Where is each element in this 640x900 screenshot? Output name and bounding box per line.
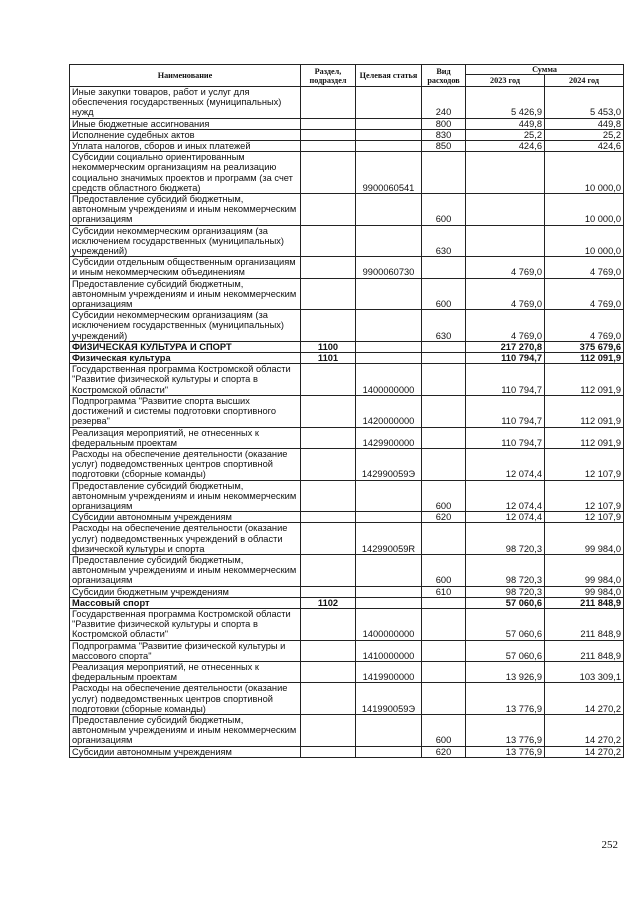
cell-type: 600: [422, 278, 466, 310]
cell-2023: 98 720,3: [466, 523, 545, 555]
cell-2023: 217 270,8: [466, 341, 545, 352]
cell-target: [356, 310, 422, 342]
cell-2023: 57 060,6: [466, 640, 545, 661]
cell-section: [301, 118, 356, 129]
cell-target: [356, 597, 422, 608]
table-row: [70, 395, 624, 427]
table-row: [70, 608, 624, 640]
cell-section: [301, 87, 356, 119]
table-row: [70, 353, 624, 364]
table-row: [70, 512, 624, 523]
cell-type: [422, 523, 466, 555]
cell-2024: 5 453,0: [545, 87, 624, 119]
cell-name: Субсидии некоммерческим организациям (за исключением государственных (муниципальных) учреждений): [70, 310, 301, 342]
cell-name: Субсидии некоммерческим организациям (за исключением государственных (муниципальных) учреждений): [70, 225, 301, 257]
cell-target: 142990059Э: [356, 448, 422, 480]
cell-name: Реализация мероприятий, не отнесенных к федеральным проектам: [70, 427, 301, 448]
cell-name: Реализация мероприятий, не отнесенных к федеральным проектам: [70, 661, 301, 682]
cell-2023: 13 776,9: [466, 683, 545, 715]
cell-2024: 12 107,9: [545, 512, 624, 523]
table-row: [70, 194, 624, 226]
cell-target: [356, 278, 422, 310]
cell-name: Государственная программа Костромской области "Развитие физической культуры и спорта в Костромской области": [70, 364, 301, 396]
cell-name: ФИЗИЧЕСКАЯ КУЛЬТУРА И СПОРТ: [70, 341, 301, 352]
cell-type: 620: [422, 746, 466, 757]
cell-section: 1101: [301, 353, 356, 364]
cell-section: [301, 512, 356, 523]
cell-target: 1429900000: [356, 427, 422, 448]
cell-name: Подпрограмма "Развитие спорта высших достижений и системы подготовки спортивного резерва": [70, 395, 301, 427]
cell-target: 1400000000: [356, 364, 422, 396]
cell-2024: 375 679,6: [545, 341, 624, 352]
table-row: [70, 523, 624, 555]
cell-section: [301, 523, 356, 555]
cell-type: 600: [422, 480, 466, 512]
cell-name: Расходы на обеспечение деятельности (оказание услуг) подведомственных учреждений в области физической культуры и спорта: [70, 523, 301, 555]
cell-2024: 10 000,0: [545, 194, 624, 226]
cell-2024: 424,6: [545, 141, 624, 152]
table-row: [70, 278, 624, 310]
cell-2023: 12 074,4: [466, 480, 545, 512]
cell-2024: 99 984,0: [545, 523, 624, 555]
cell-2023: 4 769,0: [466, 310, 545, 342]
cell-name: Предоставление субсидий бюджетным, автономным учреждениям и иным некоммерческим организациям: [70, 278, 301, 310]
cell-target: 1420000000: [356, 395, 422, 427]
cell-2024: 4 769,0: [545, 310, 624, 342]
cell-2023: 57 060,6: [466, 597, 545, 608]
cell-2023: [466, 152, 545, 194]
cell-name: Предоставление субсидий бюджетным, автономным учреждениям и иным некоммерческим организациям: [70, 714, 301, 746]
cell-2023: 110 794,7: [466, 427, 545, 448]
cell-type: 850: [422, 141, 466, 152]
header-year-2023: 2023 год: [466, 75, 545, 87]
table-body: [70, 87, 624, 758]
table-row: [70, 683, 624, 715]
cell-2024: 211 848,9: [545, 608, 624, 640]
cell-name: Предоставление субсидий бюджетным, автономным учреждениям и иным некоммерческим организациям: [70, 194, 301, 226]
cell-section: [301, 640, 356, 661]
table-row: [70, 257, 624, 278]
table-row: [70, 129, 624, 140]
cell-name: Государственная программа Костромской области "Развитие физической культуры и спорта в Костромской области": [70, 608, 301, 640]
cell-section: [301, 448, 356, 480]
cell-2023: 110 794,7: [466, 395, 545, 427]
table-row: [70, 118, 624, 129]
cell-2023: 4 769,0: [466, 278, 545, 310]
cell-target: [356, 714, 422, 746]
cell-2023: 110 794,7: [466, 353, 545, 364]
cell-2024: 112 091,9: [545, 395, 624, 427]
cell-section: [301, 586, 356, 597]
cell-section: [301, 257, 356, 278]
cell-target: [356, 341, 422, 352]
cell-type: [422, 152, 466, 194]
cell-target: 141990059Э: [356, 683, 422, 715]
cell-section: [301, 480, 356, 512]
cell-2024: 10 000,0: [545, 225, 624, 257]
cell-type: 240: [422, 87, 466, 119]
cell-name: Физическая культура: [70, 353, 301, 364]
cell-2024: 99 984,0: [545, 554, 624, 586]
cell-2023: 449,8: [466, 118, 545, 129]
cell-name: Предоставление субсидий бюджетным, автономным учреждениям и иным некоммерческим организациям: [70, 554, 301, 586]
cell-2023: 12 074,4: [466, 512, 545, 523]
cell-section: [301, 746, 356, 757]
cell-2023: 12 074,4: [466, 448, 545, 480]
cell-name: Расходы на обеспечение деятельности (оказание услуг) подведомственных центров спортивной подготовки (сборные команды): [70, 683, 301, 715]
page-number: 252: [601, 839, 618, 851]
cell-section: [301, 278, 356, 310]
cell-2024: 112 091,9: [545, 427, 624, 448]
cell-target: [356, 118, 422, 129]
cell-2024: 103 309,1: [545, 661, 624, 682]
cell-2023: 4 769,0: [466, 257, 545, 278]
cell-target: 9900060730: [356, 257, 422, 278]
table-row: [70, 714, 624, 746]
table-row: [70, 152, 624, 194]
cell-section: [301, 225, 356, 257]
cell-target: [356, 554, 422, 586]
cell-section: [301, 194, 356, 226]
table-row: [70, 480, 624, 512]
cell-section: [301, 129, 356, 140]
table-row: [70, 746, 624, 757]
cell-type: [422, 395, 466, 427]
cell-type: 600: [422, 714, 466, 746]
cell-2024: 14 270,2: [545, 714, 624, 746]
cell-section: [301, 683, 356, 715]
cell-type: [422, 341, 466, 352]
table-header: [70, 65, 624, 87]
cell-2024: 211 848,9: [545, 597, 624, 608]
header-sum: Сумма: [466, 65, 624, 75]
cell-2024: 449,8: [545, 118, 624, 129]
cell-2024: 14 270,2: [545, 683, 624, 715]
cell-section: [301, 427, 356, 448]
cell-2024: 25,2: [545, 129, 624, 140]
cell-name: Расходы на обеспечение деятельности (оказание услуг) подведомственных центров спортивной подготовки (сборные команды): [70, 448, 301, 480]
cell-target: 1410000000: [356, 640, 422, 661]
cell-section: [301, 608, 356, 640]
cell-type: [422, 640, 466, 661]
cell-target: [356, 87, 422, 119]
cell-name: Иные закупки товаров, работ и услуг для обеспечения государственных (муниципальных) нужд: [70, 87, 301, 119]
table-row: [70, 310, 624, 342]
cell-2023: 13 776,9: [466, 746, 545, 757]
budget-table-container: [69, 64, 623, 758]
cell-2024: 14 270,2: [545, 746, 624, 757]
cell-target: [356, 225, 422, 257]
cell-section: [301, 141, 356, 152]
cell-target: [356, 141, 422, 152]
cell-2023: 110 794,7: [466, 364, 545, 396]
cell-target: [356, 480, 422, 512]
cell-type: 600: [422, 554, 466, 586]
header-type: Вид расходов: [422, 65, 466, 87]
cell-2023: 57 060,6: [466, 608, 545, 640]
cell-target: [356, 194, 422, 226]
cell-2024: 4 769,0: [545, 278, 624, 310]
table-row: [70, 141, 624, 152]
cell-section: [301, 310, 356, 342]
cell-2024: 99 984,0: [545, 586, 624, 597]
table-row: [70, 640, 624, 661]
cell-2023: 98 720,3: [466, 586, 545, 597]
header-name: Наименование: [70, 65, 301, 87]
cell-section: 1100: [301, 341, 356, 352]
table-row: [70, 661, 624, 682]
cell-name: Массовый спорт: [70, 597, 301, 608]
cell-target: [356, 353, 422, 364]
cell-name: Субсидии автономным учреждениям: [70, 512, 301, 523]
cell-type: 830: [422, 129, 466, 140]
cell-name: Субсидии социально ориентированным некоммерческим организациям на реализацию социально значимых проектов и программ (за счет средств областного бюджета): [70, 152, 301, 194]
cell-2023: 13 776,9: [466, 714, 545, 746]
cell-2024: 12 107,9: [545, 448, 624, 480]
table-row: [70, 554, 624, 586]
cell-section: [301, 714, 356, 746]
table-row: [70, 448, 624, 480]
cell-type: [422, 661, 466, 682]
cell-2024: 211 848,9: [545, 640, 624, 661]
cell-name: Уплата налогов, сборов и иных платежей: [70, 141, 301, 152]
cell-type: 630: [422, 310, 466, 342]
cell-type: [422, 683, 466, 715]
table-row: [70, 427, 624, 448]
cell-target: 9900060541: [356, 152, 422, 194]
cell-name: Субсидии отдельным общественным организациям и иным некоммерческим объединениям: [70, 257, 301, 278]
cell-name: Субсидии автономным учреждениям: [70, 746, 301, 757]
cell-2023: [466, 194, 545, 226]
budget-table: [69, 64, 624, 758]
cell-section: [301, 395, 356, 427]
cell-target: [356, 129, 422, 140]
cell-target: [356, 586, 422, 597]
cell-section: [301, 554, 356, 586]
cell-section: [301, 661, 356, 682]
table-row: [70, 586, 624, 597]
cell-2023: 5 426,9: [466, 87, 545, 119]
table-row: [70, 87, 624, 119]
table-row: [70, 341, 624, 352]
cell-section: [301, 152, 356, 194]
cell-target: 142990059R: [356, 523, 422, 555]
cell-type: [422, 448, 466, 480]
cell-target: 1400000000: [356, 608, 422, 640]
cell-target: 1419900000: [356, 661, 422, 682]
cell-type: [422, 597, 466, 608]
table-row: [70, 225, 624, 257]
cell-type: 800: [422, 118, 466, 129]
cell-type: [422, 427, 466, 448]
cell-name: Подпрограмма "Развитие физической культуры и массового спорта": [70, 640, 301, 661]
cell-section: [301, 364, 356, 396]
cell-2023: 98 720,3: [466, 554, 545, 586]
cell-target: [356, 746, 422, 757]
cell-name: Исполнение судебных актов: [70, 129, 301, 140]
cell-2024: 12 107,9: [545, 480, 624, 512]
cell-name: Предоставление субсидий бюджетным, автономным учреждениям и иным некоммерческим организациям: [70, 480, 301, 512]
header-target: Целевая статья: [356, 65, 422, 87]
header-section: Раздел, подраздел: [301, 65, 356, 87]
table-row: [70, 597, 624, 608]
cell-type: [422, 608, 466, 640]
cell-2024: 10 000,0: [545, 152, 624, 194]
cell-type: 620: [422, 512, 466, 523]
cell-name: Субсидии бюджетным учреждениям: [70, 586, 301, 597]
cell-name: Иные бюджетные ассигнования: [70, 118, 301, 129]
cell-type: [422, 353, 466, 364]
cell-type: 600: [422, 194, 466, 226]
cell-2024: 112 091,9: [545, 353, 624, 364]
cell-2024: 4 769,0: [545, 257, 624, 278]
cell-target: [356, 512, 422, 523]
cell-type: [422, 257, 466, 278]
cell-type: 610: [422, 586, 466, 597]
cell-2023: [466, 225, 545, 257]
header-year-2024: 2024 год: [545, 75, 624, 87]
cell-2023: 13 926,9: [466, 661, 545, 682]
cell-type: 630: [422, 225, 466, 257]
cell-2024: 112 091,9: [545, 364, 624, 396]
cell-2023: 424,6: [466, 141, 545, 152]
cell-2023: 25,2: [466, 129, 545, 140]
cell-section: 1102: [301, 597, 356, 608]
cell-type: [422, 364, 466, 396]
table-row: [70, 364, 624, 396]
